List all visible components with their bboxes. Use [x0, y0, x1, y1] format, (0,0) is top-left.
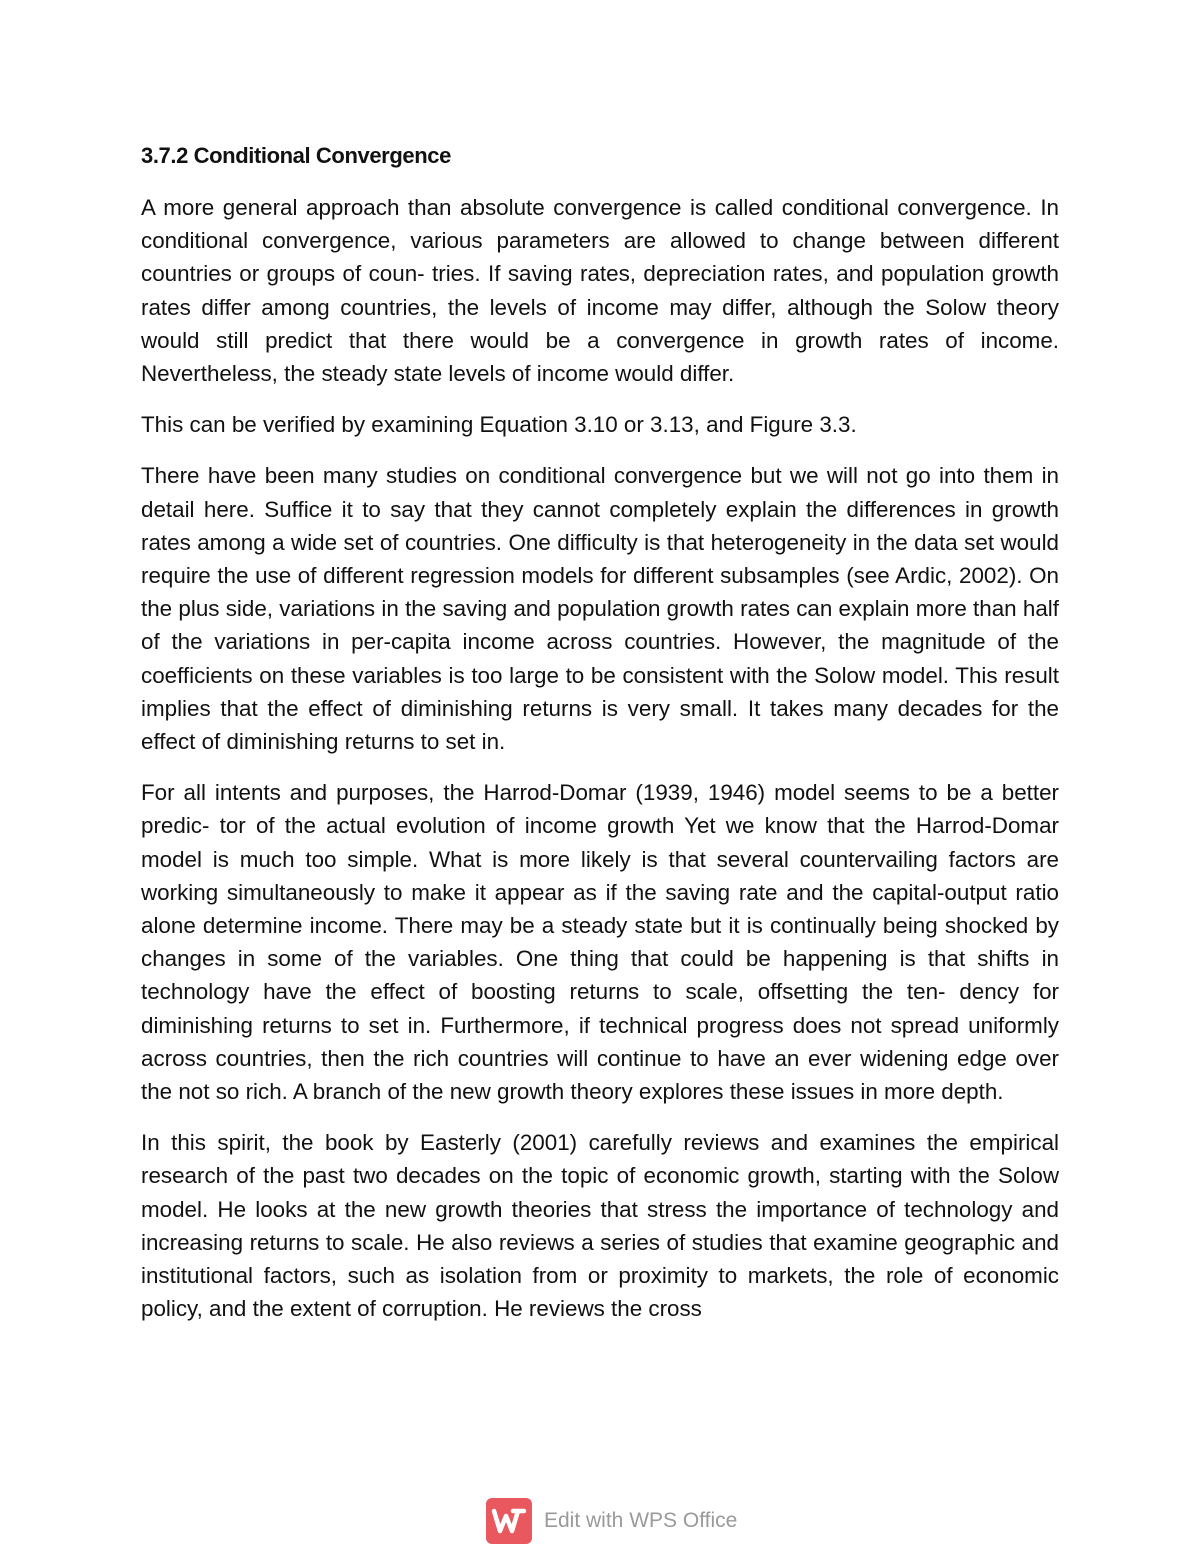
paragraph-4: For all intents and purposes, the Harrod-Domar (1939, 1946) model seems to be a better predic- tor of the actual evolution of income growth Yet we know that the Harrod-Domar model is much too simple. What is more likely is that several countervailing factors are working simultaneously to make it appear as if the saving rate and the capital-output ratio alone determine income. There may be a steady state but it is continually being shocked by changes in some of the variables. One thing that could be happening is that shifts in technology have the effect of boosting returns to scale, offsetting the ten- dency for diminishing returns to set in. Furthermore, if technical progress does not spread uniformly across countries, then the rich countries will continue to have an ever widening edge over the not so rich. A branch of the new growth theory explores these issues in more depth.	[141, 780, 1059, 1105]
paragraph-2: This can be verified by examining Equation 3.10 or 3.13, and Figure 3.3.	[141, 412, 857, 438]
paragraph-3: There have been many studies on conditional convergence but we will not go into them in detail here. Suffice it to say that they cannot completely explain the differences in growth rates among a wide set of countries. One difficulty is that heterogeneity in the data set would require the use of different regression models for different subsamples (see Ardic, 2002). On the plus side, variations in the saving and population growth rates can explain more than half of the variations in per-capita income across countries. However, the magnitude of the coefficients on these variables is too large to be consistent with the Solow model. This result implies that the effect of diminishing returns is very small. It takes many decades for the effect of diminishing returns to set in.	[141, 463, 1059, 755]
section-heading: 3.7.2 Conditional Convergence	[141, 143, 451, 168]
wps-edit-banner[interactable]	[486, 1496, 737, 1546]
paragraph-1: A more general approach than absolute convergence is called conditional convergence. In conditional convergence, various parameters are allowed to change between different countries or groups of coun- tries. If saving rates, depreciation rates, and population growth rates differ among countries, the levels of income may differ, although the Solow theory would still predict that there would be a convergence in growth rates of income. Nevertheless, the steady state levels of income would differ.	[141, 195, 1059, 387]
document-page	[141, 138, 1059, 1344]
wps-edit-label[interactable]: Edit with WPS Office	[544, 1509, 738, 1532]
wps-office-logo-icon	[486, 1498, 532, 1544]
paragraph-5: In this spirit, the book by Easterly (2001) carefully reviews and examines the empirical research of the past two decades on the topic of economic growth, starting with the Solow model. He looks at the new growth theories that stress the importance of technology and increasing returns to scale. He also reviews a series of studies that examine geographic and institutional factors, such as isolation from or proximity to markets, the role of economic policy, and the extent of corruption. He reviews the cross	[141, 1130, 1059, 1322]
